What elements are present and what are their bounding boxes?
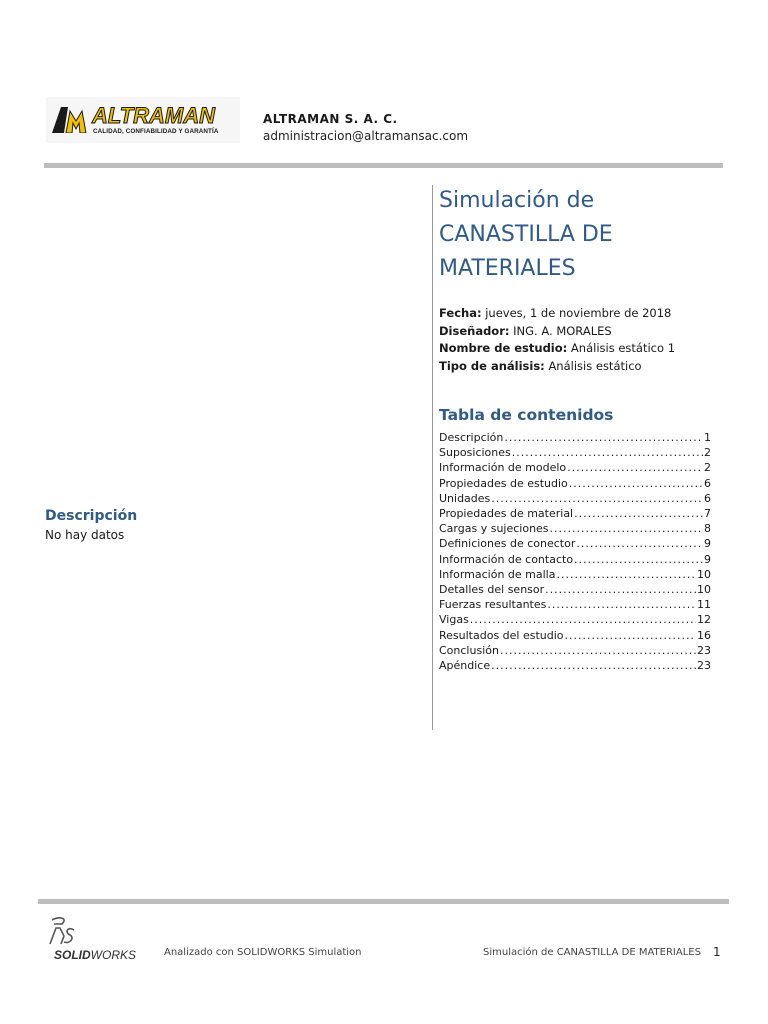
solidworks-logo: [46, 916, 151, 966]
logo-wordmark: ALTRAMAN: [92, 103, 216, 128]
toc-label: Conclusión: [439, 643, 499, 657]
toc-entry[interactable]: [439, 643, 711, 658]
toc-label: Unidades: [439, 491, 491, 505]
toc-page: 9: [704, 552, 711, 566]
toc-page: 6: [704, 491, 711, 505]
toc-leader: [470, 612, 696, 627]
brand-rest: WORKS: [90, 948, 137, 962]
toc-page: 8: [704, 522, 711, 536]
toc-page: 1: [704, 431, 711, 444]
toc-page: 23: [697, 659, 711, 673]
toc-page: 10: [697, 567, 711, 581]
description-text: No hay datos: [45, 528, 125, 542]
toc-entry[interactable]: [439, 658, 711, 673]
meta-value: jueves, 1 de noviembre de 2018: [485, 306, 672, 320]
toc-page: 11: [697, 598, 711, 612]
table-of-contents: [439, 430, 711, 673]
meta-row-estudio: [439, 340, 675, 358]
toc-leader: [550, 521, 703, 536]
meta-value: Análisis estático: [548, 358, 642, 373]
meta-value: ING. A. MORALES: [513, 323, 612, 338]
toc-leader: [565, 628, 696, 643]
ds-logo-icon: [48, 916, 76, 946]
altraman-logo: [46, 97, 240, 143]
column-divider: [432, 185, 433, 730]
toc-label: Propiedades de material: [439, 507, 574, 521]
company-name: ALTRAMAN S. A. C.: [263, 112, 398, 126]
meta-key: Nombre de estudio:: [439, 341, 568, 355]
page-number: 1: [713, 945, 721, 959]
title-line-2: CANASTILLA DE: [439, 222, 613, 247]
toc-entry[interactable]: [439, 460, 711, 475]
toc-leader: [500, 643, 696, 658]
toc-leader: [556, 567, 696, 582]
toc-entry[interactable]: [439, 521, 711, 536]
toc-label: Información de modelo: [439, 461, 567, 475]
toc-label: Propiedades de estudio: [439, 476, 568, 490]
description-heading: Descripción: [45, 508, 138, 524]
meta-value: Análisis estático 1: [570, 341, 676, 355]
toc-leader: [574, 552, 703, 567]
meta-row-fecha: [439, 305, 675, 323]
toc-page: 2: [704, 446, 711, 460]
toc-entry[interactable]: [439, 628, 711, 643]
toc-page: 16: [697, 628, 711, 642]
footer-analyzed-with: Analizado con SOLIDWORKS Simulation: [164, 947, 362, 958]
toc-page: 6: [704, 476, 711, 490]
toc-entry[interactable]: [439, 506, 711, 521]
toc-leader: [545, 582, 696, 597]
toc-label: Fuerzas resultantes: [439, 598, 547, 612]
footer-divider: [38, 899, 729, 904]
altraman-mark-icon: [52, 107, 88, 133]
toc-leader: [567, 460, 703, 475]
toc-page: 2: [704, 461, 711, 475]
brand-bold: SOLID: [54, 948, 91, 962]
toc-entry[interactable]: [439, 430, 711, 445]
footer-document-title: Simulación de CANASTILLA DE MATERIALES: [483, 947, 701, 958]
toc-leader: [574, 506, 703, 521]
toc-entry[interactable]: [439, 491, 711, 506]
toc-entry[interactable]: [439, 597, 711, 612]
title-line-3: MATERIALES: [439, 256, 576, 281]
toc-entry[interactable]: [439, 612, 711, 627]
company-email[interactable]: administracion@altramansac.com: [263, 129, 469, 143]
toc-leader: [576, 536, 703, 551]
toc-leader: [569, 476, 703, 491]
toc-page: 7: [704, 507, 711, 521]
meta-key: Diseñador:: [439, 323, 510, 338]
toc-label: Apéndice: [439, 659, 491, 673]
title-line-1: Simulación de: [439, 188, 595, 213]
document-title: [439, 184, 739, 286]
toc-heading: Tabla de contenidos: [439, 406, 614, 424]
logo-tagline: CALIDAD, CONFIABILIDAD Y GARANTÍA: [93, 128, 219, 135]
meta-key: Fecha:: [439, 306, 482, 320]
toc-label: Detalles del sensor: [439, 583, 545, 597]
toc-label: Descripción: [439, 431, 504, 444]
toc-entry[interactable]: [439, 582, 711, 597]
toc-label: Resultados del estudio: [439, 628, 564, 642]
toc-label: Información de malla: [439, 567, 556, 581]
toc-entry[interactable]: [439, 536, 711, 551]
meta-key: Tipo de análisis:: [439, 358, 545, 373]
toc-leader: [491, 491, 703, 506]
toc-leader: [547, 597, 696, 612]
toc-label: Suposiciones: [439, 446, 511, 460]
toc-entry[interactable]: [439, 567, 711, 582]
toc-label: Vigas: [439, 613, 469, 627]
toc-entry[interactable]: [439, 476, 711, 491]
meta-row-disenador: [439, 323, 675, 341]
header-divider: [44, 163, 723, 168]
toc-page: 10: [697, 583, 711, 597]
toc-page: 23: [697, 643, 711, 657]
toc-page: 9: [704, 537, 711, 551]
solidworks-wordmark: [54, 948, 136, 962]
toc-entry[interactable]: [439, 445, 711, 460]
study-metadata: [439, 305, 675, 375]
toc-label: Definiciones de conector: [439, 537, 576, 551]
toc-leader: [491, 658, 696, 673]
toc-entry[interactable]: [439, 552, 711, 567]
meta-row-tipo: [439, 358, 675, 376]
toc-page: 12: [697, 613, 711, 627]
toc-label: Cargas y sujeciones: [439, 522, 549, 536]
toc-leader: [512, 445, 703, 460]
toc-label: Información de contacto: [439, 552, 574, 566]
toc-leader: [504, 430, 703, 445]
